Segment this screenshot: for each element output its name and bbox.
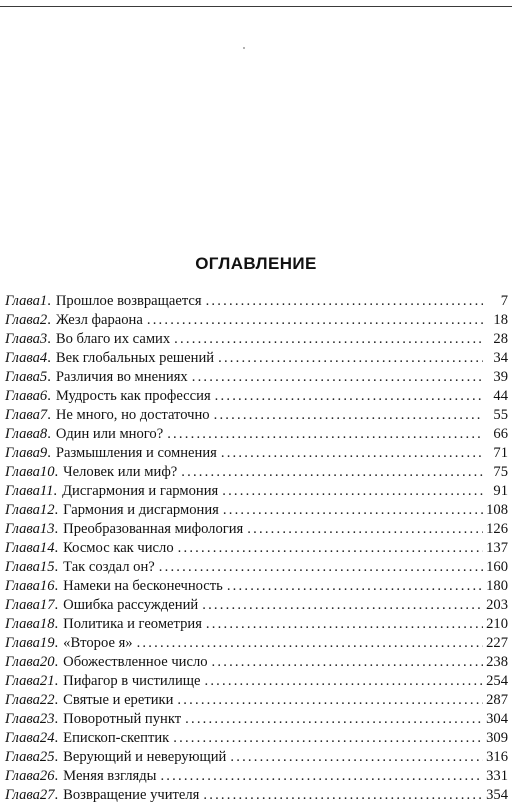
chapter-title: Пифагор в чистилище [63,673,201,689]
page-number: 160 [486,559,508,575]
dot-leader [202,596,483,615]
toc-entry [5,368,508,387]
chapter-title: Меняя взгляды [63,768,157,784]
dot-leader [147,311,483,330]
chapter-number-dot: . [54,749,59,765]
chapter-title: Дисгармония и гармония [62,483,219,499]
chapter-number: 24 [39,730,55,746]
chapter-word: Глава [5,369,40,385]
chapter-number-dot: . [47,369,51,385]
dot-leader [174,330,483,349]
chapter-title: Намеки на бесконечность [63,578,223,594]
chapter-number: 12 [39,502,55,518]
toc-entry [5,311,508,330]
chapter-word: Глава [5,597,40,613]
page-number: 137 [486,540,508,556]
chapter-word: Глава [5,654,40,670]
chapter-number-dot: . [54,464,59,480]
chapter-word: Глава [5,749,40,765]
chapter-word: Глава [5,426,40,442]
chapter-number: 10 [39,464,55,480]
chapter-title: Человек или миф? [63,464,178,480]
dot-leader [159,558,483,577]
toc-entry [5,387,508,406]
chapter-number: 3 [39,331,48,347]
chapter-number-dot: . [54,692,59,708]
chapter-title: Святые и еретики [63,692,174,708]
page-number: 75 [493,464,508,480]
toc-entry [5,501,508,520]
chapter-title: Космос как число [63,540,174,556]
chapter-word: Глава [5,445,40,461]
chapter-number: 1 [39,293,48,309]
page-number: 309 [486,730,508,746]
chapter-title: Размышления и сомнения [55,445,217,461]
toc-entry [5,786,508,805]
page-number: 7 [500,293,508,309]
toc-entry [5,520,508,539]
dot-leader [137,634,483,653]
toc-entry [5,558,508,577]
toc-entry [5,767,508,786]
chapter-number-dot: . [47,331,51,347]
page-number: 210 [486,616,508,632]
chapter-number: 20 [39,654,55,670]
dot-leader [247,520,483,539]
toc-entry [5,482,508,501]
toc-entry [5,406,508,425]
chapter-word: Глава [5,711,40,727]
chapter-number-dot: . [54,711,59,727]
dot-leader [212,653,483,672]
toc-entry [5,653,508,672]
chapter-number-dot: . [54,559,59,575]
chapter-number: 2 [39,312,48,328]
page-number: 354 [486,787,508,803]
chapter-word: Глава [5,502,40,518]
page-number: 71 [493,445,508,461]
toc-entry [5,691,508,710]
chapter-number-dot: . [54,540,59,556]
chapter-title: Мудрость как профессия [55,388,211,404]
toc-entry [5,539,508,558]
chapter-title: Прошлое возвращается [55,293,202,309]
chapter-word: Глава [5,331,40,347]
chapter-title: Поворотный пункт [63,711,182,727]
chapter-number-dot: . [53,483,58,499]
chapter-word: Глава [5,540,40,556]
toc-entry [5,349,508,368]
chapter-number-dot: . [47,426,51,442]
chapter-number: 9 [39,445,48,461]
page-number: 91 [493,483,508,499]
page-number: 254 [486,673,508,689]
chapter-number: 18 [39,616,55,632]
page-number: 316 [486,749,508,765]
toc-entry [5,596,508,615]
toc-entry [5,292,508,311]
page-number: 39 [493,369,508,385]
chapter-number-dot: . [47,445,51,461]
chapter-number: 5 [39,369,48,385]
page-number: 108 [486,502,508,518]
toc-entry [5,615,508,634]
chapter-title: Жезл фараона [55,312,143,328]
dot-leader [204,672,483,691]
dot-leader [203,786,483,805]
chapter-number: 16 [39,578,55,594]
scan-speck [243,47,245,49]
chapter-number: 26 [39,768,55,784]
page-number: 287 [486,692,508,708]
chapter-number-dot: . [54,635,59,651]
chapter-word: Глава [5,730,40,746]
dot-leader [192,368,483,387]
chapter-number-dot: . [54,578,59,594]
dot-leader [206,292,483,311]
toc-entry [5,672,508,691]
dot-leader [173,729,483,748]
dot-leader [160,767,483,786]
chapter-word: Глава [5,768,40,784]
chapter-word: Глава [5,483,40,499]
chapter-number-dot: . [54,654,59,670]
dot-leader [177,691,483,710]
chapter-word: Глава [5,616,40,632]
chapter-number: 7 [39,407,48,423]
chapter-number-dot: . [47,388,51,404]
chapter-title: Преобразованная мифология [63,521,244,537]
toc-entry [5,425,508,444]
dot-leader [230,748,483,767]
chapter-word: Глава [5,312,40,328]
page-number: 227 [486,635,508,651]
chapter-word: Глава [5,293,40,309]
dot-leader [181,463,483,482]
dot-leader [218,349,483,368]
chapter-number-dot: . [54,730,59,746]
chapter-word: Глава [5,350,40,366]
chapter-title: Политика и геометрия [63,616,202,632]
chapter-word: Глава [5,787,40,803]
page-number: 126 [486,521,508,537]
chapter-title: Гармония и дисгармония [63,502,219,518]
chapter-title: Во благо их самих [55,331,171,347]
chapter-number: 8 [39,426,48,442]
chapter-word: Глава [5,464,40,480]
dot-leader [215,387,483,406]
chapter-word: Глава [5,635,40,651]
dot-leader [223,501,483,520]
page-number: 18 [493,312,508,328]
chapter-number: 23 [39,711,55,727]
chapter-number-dot: . [54,768,59,784]
table-of-contents [5,292,508,805]
chapter-word: Глава [5,673,40,689]
chapter-title: Возвращение учителя [63,787,200,803]
toc-entry [5,634,508,653]
toc-heading: ОГЛАВЛЕНИЕ [195,254,317,273]
chapter-word: Глава [5,578,40,594]
chapter-title: Ошибка рассуждений [63,597,199,613]
page-number: 304 [486,711,508,727]
chapter-title: Епископ-скептик [63,730,170,746]
toc-entry [5,729,508,748]
dot-leader [227,577,483,596]
dot-leader [185,710,483,729]
toc-entry [5,577,508,596]
page-number: 44 [493,388,508,404]
chapter-number: 4 [39,350,48,366]
chapter-title: Обожествленное число [63,654,208,670]
toc-entry [5,330,508,349]
chapter-number: 11 [39,483,54,499]
dot-leader [221,444,483,463]
chapter-title: Различия во мнениях [55,369,188,385]
chapter-title: Так создал он? [63,559,155,575]
chapter-number: 19 [39,635,55,651]
dot-leader [178,539,483,558]
page-number: 55 [493,407,508,423]
page-number: 34 [493,350,508,366]
chapter-title: «Второе я» [63,635,133,651]
chapter-number-dot: . [54,521,59,537]
dot-leader [214,406,483,425]
chapter-number-dot: . [54,616,59,632]
dot-leader [167,425,483,444]
chapter-word: Глава [5,521,40,537]
page-number: 66 [493,426,508,442]
chapter-number: 17 [39,597,55,613]
dot-leader [206,615,483,634]
page-number: 180 [486,578,508,594]
chapter-number: 6 [39,388,48,404]
chapter-word: Глава [5,388,40,404]
chapter-word: Глава [5,559,40,575]
dot-leader [222,482,483,501]
chapter-number-dot: . [54,787,59,803]
chapter-number: 21 [39,673,55,689]
chapter-number: 15 [39,559,55,575]
page-number: 28 [493,331,508,347]
chapter-number: 14 [39,540,55,556]
toc-entry [5,463,508,482]
chapter-number: 25 [39,749,55,765]
chapter-number: 13 [39,521,55,537]
chapter-number-dot: . [47,407,51,423]
chapter-number-dot: . [54,673,59,689]
chapter-word: Глава [5,407,40,423]
toc-entry [5,710,508,729]
toc-entry [5,444,508,463]
chapter-number-dot: . [54,597,59,613]
page-number: 203 [486,597,508,613]
chapter-number-dot: . [47,350,51,366]
chapter-title: Верующий и неверующий [63,749,227,765]
chapter-title: Не много, но достаточно [55,407,210,423]
chapter-number-dot: . [54,502,59,518]
chapter-number: 22 [39,692,55,708]
chapter-number: 27 [39,787,55,803]
page-number: 331 [486,768,508,784]
chapter-word: Глава [5,692,40,708]
chapter-number-dot: . [47,293,51,309]
toc-entry [5,748,508,767]
page-number: 238 [486,654,508,670]
chapter-number-dot: . [47,312,51,328]
chapter-title: Век глобальных решений [55,350,215,366]
top-rule [0,6,512,7]
chapter-title: Один или много? [55,426,164,442]
